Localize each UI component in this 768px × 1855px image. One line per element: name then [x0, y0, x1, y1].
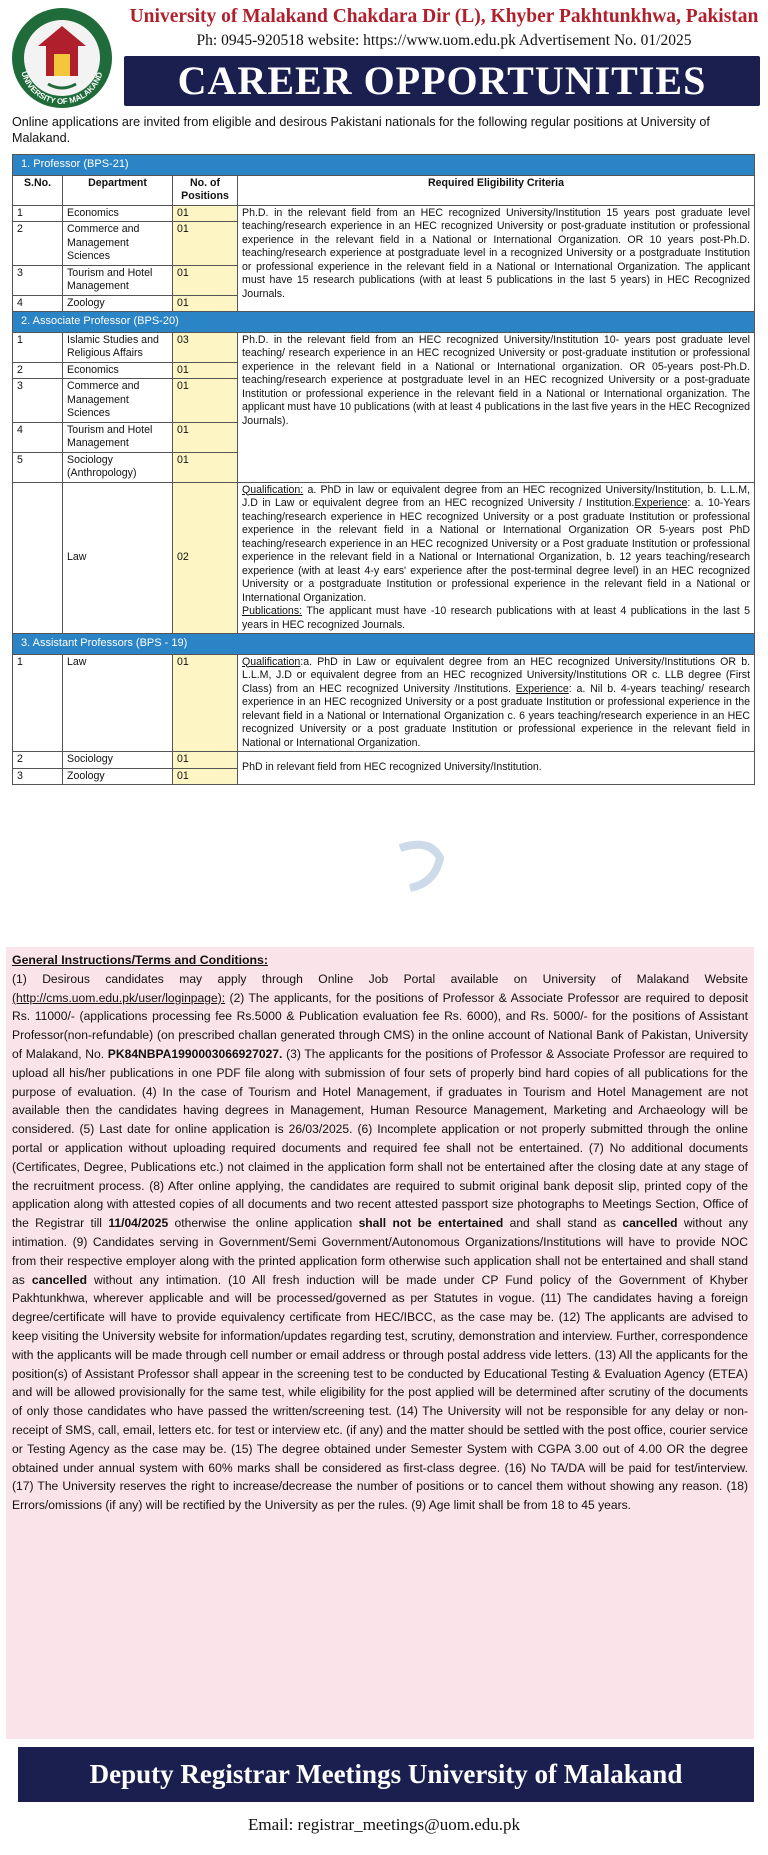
section-associate [13, 312, 755, 333]
cell-pos: 01 [173, 205, 238, 222]
cell-sno: 3 [13, 379, 63, 423]
instructions-text: without any intimation. (10 All fresh induction will be made under CP Fund policy of the Government of Khyber Pakhtunkhwa, wherever applicable and will be processed/governed as per Statutes in vogue. (11) The candidates having a foreign degree/certificate will have to provide equivalency certificate from HEC/IBCC, as the case may be. (12) The applicants are advised to keep visiting the University website for information/updates regarding test, scrutiny, demonstration and interview. Further, correspondence with the applicants will be made through cell number or email address or through postal address vide letters. (13) All the applicants for the position(s) of Assistant Professor shall appear in the screening test to be conducted by Educational Testing & Evaluation Agency (ETEA) and will be allowed provisionally for the same test, while eligibility for the post applied will be determined after scrutiny of the documents of only those candidates who have passed the written/screening test. (14) The University will not be responsible for any delay or non-receipt of SMS, call, email, letters etc. for test or interview etc. (if any) and the matter should be settled with the post office, courier service or Testing Agency as the case may be. (15) The degree obtained under Semester System with CGPA 3.00 out of 4.00 OR the degree obtained under annual system with 60% marks shall be considered as first-class degree. (16) No TA/DA will be paid for test/interview. (17) The University reserves the right to increase/decrease the number of positions or to cancel them without showing any reason. (18) Errors/omissions (if any) will be rectified by the University as per the rules. (9) Age limit shall be from 18 to 45 years. [12, 1272, 748, 1513]
cell-sno: 1 [13, 332, 63, 362]
cell-criteria-law [238, 654, 755, 752]
cell-pos: 01 [173, 362, 238, 379]
cell-dept: Islamic Studies and Religious Affairs [63, 332, 173, 362]
table-row [13, 482, 755, 634]
general-instructions [6, 947, 754, 1739]
cell-pos: 01 [173, 379, 238, 423]
emphasis-text: cancelled [31, 1272, 87, 1287]
label-qualification: Qualification [242, 655, 301, 668]
label-experience: Experience [515, 682, 569, 695]
col-criteria: Required Eligibility Criteria [238, 175, 755, 205]
emphasis-text: shall not be entertained [358, 1216, 504, 1231]
cell-criteria: Ph.D. in the relevant field from an HEC recognized University/Institution 15 years post graduate level teaching/research experience in an HEC recognized University or post-graduate institution or professional experience in the relevant field in a National or International Organization. OR 10 years post-Ph.D. teaching/research experience at postgraduate level in a recognized University or a postgraduate Institution or professional experience in the relevant field in a National or International Organization. The applicant must have 15 research publications (with at least 5 publications in the last 5 years) in HEC Recognized Journals. [238, 205, 755, 312]
instructions-title: General Instructions/Terms and Conditions: [12, 953, 268, 967]
table-row [13, 332, 755, 362]
header [0, 0, 768, 118]
cell-dept: Economics [63, 362, 173, 379]
cell-sno: 4 [13, 295, 63, 312]
cell-criteria: Ph.D. in the relevant field from an HEC recognized University/Institution 10- years post graduate level teaching/ research experience in an HEC recognized University or post-graduate institution or professional experience in the relevant field in a National or International organization. OR 05-years post-Ph.D. teaching/research experience at postgraduate level in an HEC recognized University or a post-graduate Institution or professional experience in the relevant field in a National or International organization. The applicant must have 10 publications (with at least 4 publications in the last five years in the HEC Recognized Journals). [238, 332, 755, 482]
watermark-icon [390, 838, 450, 898]
law-qualification: :a. PhD in Law or equivalent degree from an HEC recognized University/Institutions OR b. L.L.M, J.D or equivalent degree from an HEC recognized University/Institutions OR c. LLB degree (First Class) from an HEC recognized University /Institutions. [242, 655, 751, 695]
cell-sno: 2 [13, 222, 63, 266]
cell-dept: Commerce and Management Sciences [63, 379, 173, 423]
logo-text: UNIVERSITY OF MALAKAND [19, 70, 105, 107]
university-name: University of Malakand Chakdara Dir (L), Khyber Pakhtunkhwa, Pakistan [129, 6, 759, 27]
table-row [13, 654, 755, 752]
cell-pos: 01 [173, 222, 238, 266]
cell-pos: 01 [173, 295, 238, 312]
cell-criteria-law [238, 482, 755, 634]
deadline-date: 11/04/2025 [108, 1216, 169, 1231]
contact-line: Ph: 0945-920518 website: https://www.uom.edu.pk Advertisement No. 01/2025 [196, 32, 692, 49]
table-row [13, 752, 755, 769]
emphasis-text: cancelled [622, 1216, 678, 1231]
section-professor [13, 155, 755, 176]
instructions-text: without any intimation. (9) Candidates serving in Government/Semi Government/Autonomous Organizations/Institutions will have to provide NOC from their respective employer along with the printed application form otherwise such application shall not be entertained and shall stand as [12, 1216, 748, 1287]
footer-signatory: Deputy Registrar Meetings University of Malakand [18, 1747, 754, 1802]
label-publications: Publications: [242, 605, 303, 617]
section-title: 1. Professor (BPS-21) [13, 155, 755, 176]
section-title: 3. Assistant Professors (BPS - 19) [13, 634, 755, 655]
cell-pos: 01 [173, 265, 238, 295]
cell-pos: 03 [173, 332, 238, 362]
law-publications: The applicant must have -10 research publications with at least 4 publications in the last 5 years in HEC recognized Journals. [242, 605, 751, 631]
cell-dept: Sociology [63, 752, 173, 769]
section-title: 2. Associate Professor (BPS-20) [13, 312, 755, 333]
table-row [13, 205, 755, 222]
cell-sno: 3 [13, 265, 63, 295]
cell-dept: Zoology [63, 295, 173, 312]
cell-sno: 1 [13, 654, 63, 752]
cell-dept: Tourism and Hotel Management [63, 422, 173, 452]
cell-dept: Commerce and Management Sciences [63, 222, 173, 266]
law-experience: : a. 10-Years teaching/research experience in HEC recognized University or a post graduate Institution or professional experience in the relevant field in a National or International Organization OR 5-years post PhD teaching/research experience in an HEC recognized University or a Post graduate Institution or professional experience in the relevant field in a National or International Organization, b. 12 years teaching/research experience (with at least 4-y ears' experience after the post-terminal degree level) in an HEC recognized University or a postgraduate Institution or professional experience in the relevant field in a National or International Organization. [242, 497, 751, 604]
cell-pos: 01 [173, 422, 238, 452]
cell-criteria: PhD in relevant field from HEC recognized University/Institution. [238, 752, 755, 785]
label-qualification: Qualification: [242, 483, 304, 496]
table-header [13, 175, 755, 205]
intro-text: Online applications are invited from eligible and desirous Pakistani nationals for the following regular positions at University of Malakand. [12, 115, 710, 145]
contact-email: Email: registrar_meetings@uom.edu.pk [247, 1815, 520, 1834]
cell-dept: Sociology (Anthropology) [63, 452, 173, 482]
cell-sno [13, 482, 63, 634]
cell-pos: 01 [173, 452, 238, 482]
cell-pos: 01 [173, 654, 238, 752]
col-positions: No. of Positions [173, 175, 238, 205]
instructions-text: (3) The applicants for the positions of Professor & Associate Professor are required to upload all his/her publications in one PDF file along with submission of four sets of properly bind hard copies of all publications for the purpose of evaluation. (4) In the case of Tourism and Hotel Management, if graduates in Tourism and Hotel Management are not available then the candidates having degrees in Management, Human Resource Management, Marketing and Archaeology will be considered. (5) Last date for online application is 26/03/2025. (6) Incomplete application or not properly submitted through the online portal or application without uploading required documents and required fee shall not be entertained. (7) No additional documents (Certificates, Degree, Publications etc.) not claimed in the application form shall not be entertained after the closing date at any stage of the recruitment process. (8) After online applying, the candidates are required to submit original bank deposit slip, printed copy of the application along with attested copies of all documents and two recent attested passport size photographs to Meetings Section, Office of the Registrar till [12, 1046, 748, 1231]
cell-dept: Economics [63, 205, 173, 222]
instructions-text: and shall stand as [503, 1216, 623, 1231]
col-sno: S.No. [13, 175, 63, 205]
cell-dept: Tourism and Hotel Management [63, 265, 173, 295]
cell-dept: Zoology [63, 768, 173, 785]
cell-pos: 01 [173, 768, 238, 785]
section-assistant [13, 634, 755, 655]
account-number: PK84NBPA1990003066927027. [107, 1046, 283, 1061]
label-experience: Experience [634, 497, 688, 509]
cell-pos: 01 [173, 752, 238, 769]
cell-sno: 3 [13, 768, 63, 785]
cell-sno: 5 [13, 452, 63, 482]
instructions-text: (1) Desirous candidates may apply through Online Job Portal available on University of Malakand Website [12, 971, 748, 986]
instructions-text: otherwise the online application [168, 1216, 359, 1231]
university-logo-icon [8, 6, 116, 110]
law-qualification: a. PhD in law or equivalent degree from an HEC recognized University/Institution, b. L.L.M, J.D in Law or equivalent degree from an HEC recognized University / Institution. [242, 483, 751, 509]
cell-dept: Law [63, 654, 173, 752]
page-title: CAREER OPPORTUNITIES [124, 56, 760, 106]
cell-dept: Law [63, 482, 173, 634]
cell-pos: 02 [173, 482, 238, 634]
col-department: Department [63, 175, 173, 205]
job-portal-link[interactable]: (http://cms.uom.edu.pk/user/loginpage): [12, 990, 226, 1005]
instructions-text: (2) The applicants, for the positions of Professor & Associate Professor are required to deposit Rs. 11000/- (applications processing fee Rs.5000 & Publication evaluation fee Rs. 6000), and Rs. 5000/- for the positions of Assistant Professor(non-refundable) (on prescribed challan generated through CMS) in the online account of National Bank of Pakistan, University of Malakand, No. [12, 990, 748, 1061]
cell-sno: 2 [13, 362, 63, 379]
law-experience: : a. Nil b. 4-years teaching/ research experience in an HEC recognized University or a post graduate Institution or professional experience in the relevant field in a National or International Organization c. 6 years teaching/research experience in an HEC recognized University or a post graduate Institution or professional experience in the relevant field in National or International Organization. [242, 682, 751, 749]
positions-table [12, 154, 755, 785]
cell-sno: 4 [13, 422, 63, 452]
cell-sno: 2 [13, 752, 63, 769]
cell-sno: 1 [13, 205, 63, 222]
